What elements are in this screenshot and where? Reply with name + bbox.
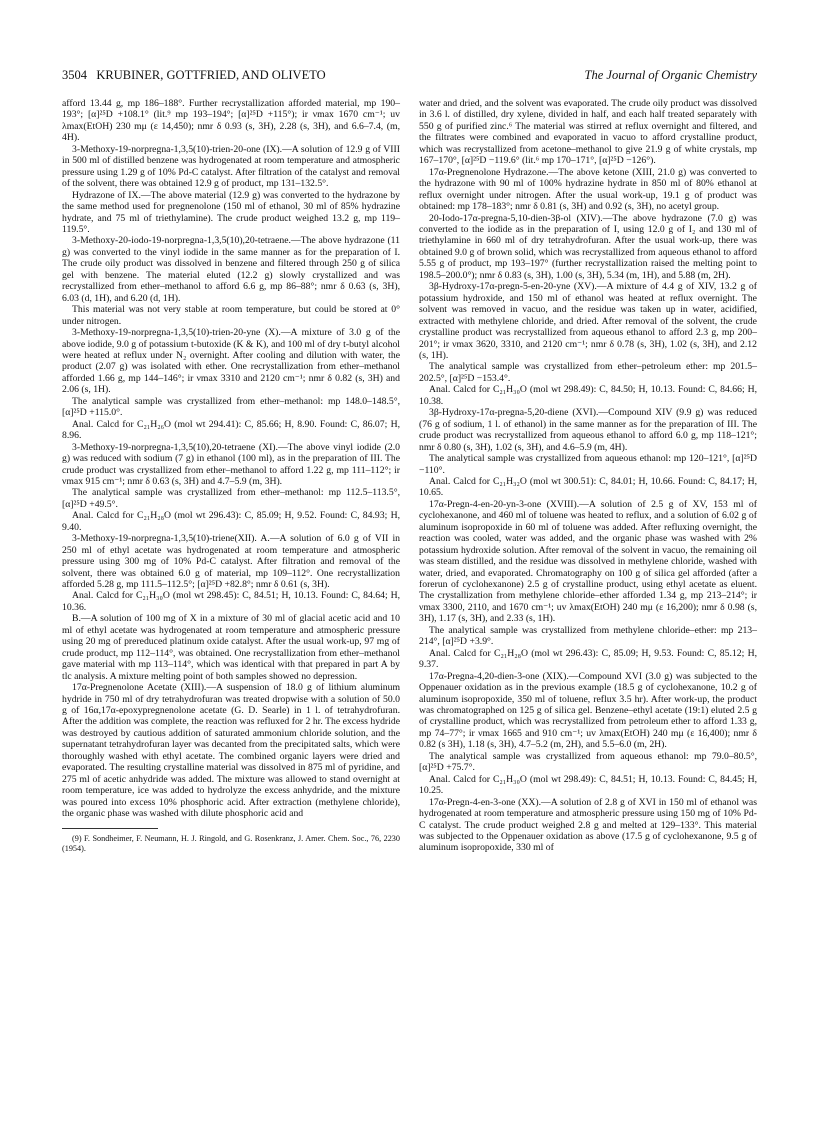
- paragraph: The analytical sample was crystallized from aqueous ethanol: mp 120–121°, [α]²⁵D −110°.: [419, 453, 757, 476]
- paragraph: This material was not very stable at room temperature, but could be stored at 0° under nitrogen.: [62, 304, 400, 327]
- paragraph: The analytical sample was crystallized from ether–methanol: mp 112.5–113.5°, [α]²⁵D +49.5°.: [62, 487, 400, 510]
- paragraph: water and dried, and the solvent was evaporated. The crude oily product was dissolved in 3.6 l. of distilled, dry xylene, divided in half, and each half treated separately with 550 g of purified zinc.⁶ The material was stirred at reflux overnight and filtered, and the filtrates were combined and evaporated in vacuo to afford crystalline product, which was recrystallized from acetone–methanol to give 21.9 g of white crystals, mp 167–170°, [α]²⁵D −119.6° (lit.⁶ mp 170–171°, [α]²⁵D −126°).: [419, 98, 757, 167]
- left-column: [62, 98, 400, 854]
- paragraph: Anal. Calcd for C₂₁H₂₆O (mol wt 294.41): C, 85.66; H, 8.90. Found: C, 86.07; H, 8.96.: [62, 418, 400, 442]
- running-authors: KRUBINER, GOTTFRIED, AND OLIVETO: [96, 68, 326, 82]
- right-column: [419, 98, 757, 854]
- paragraph: afford 13.44 g, mp 186–188°. Further recrystallization afforded material, mp 190–193°; [α]²⁵D +108.1° (lit.⁹ mp 193–194°; [α]²⁵D +115°); ir νmax 1670 cm⁻¹; uv λmax(EtOH) 230 mμ (ε 14,450); nmr δ 0.93 (s, 3H), 2.28 (s, 3H), and 6.6–7.4, (m, 4H).: [62, 98, 400, 144]
- paragraph: 3-Methoxy-19-norpregna-1,3,5(10)-trien-20-yne (X).—A mixture of 3.0 g of the above iodide, 9.0 g of potassium t-butoxide (K & K), and 100 ml of dry t-butyl alcohol were heated at reflux under N₂ overnight. After cooling and dilution with water, the product (2.07 g) was isolated with ether. One recrystallization from ether–methanol afforded 1.66 g, mp 144–146°; ir νmax 3310 and 2120 cm⁻¹; nmr δ 0.82 (s, 3H) and 2.06 (s, 1H).: [62, 327, 400, 396]
- paragraph: B.—A solution of 100 mg of X in a mixture of 30 ml of glacial acetic acid and 10 ml of ethyl acetate was hydrogenated at room temperature and atmospheric pressure using 20 mg of prereduced platinum oxide catalyst. After the usual work-up, 97 mg of crude product, mp 112–114°, was obtained. One recrystallization from ether–methanol gave material with mp 113–114°, which was identical with that prepared in part A by tlc analysis. A mixture melting point of both samples showed no depression.: [62, 613, 400, 682]
- paragraph: 3-Methoxy-19-norpregna-1,3,5(10),20-tetraene (XI).—The above vinyl iodide (2.0 g) was reduced with sodium (7 g) in ethanol (100 ml), as in the preparation of III. The crude product was crystallized from ether–methanol to afford 1.22 g, mp 111–112°; ir νmax 915 cm⁻¹; nmr δ 0.63 (s, 3H) and 4.7–5.9 (m, 3H).: [62, 441, 400, 487]
- paragraph: Hydrazone of IX.—The above material (12.9 g) was converted to the hydrazone by the same method used for pregnenolone (150 ml of ethanol, 30 ml of 85% hydrazine hydrate, and 75 ml of triethylamine). The crude product weighed 13.2 g, mp 119–119.5°.: [62, 189, 400, 235]
- footnote-rule: [62, 828, 158, 829]
- page-number: 3504: [62, 68, 87, 82]
- paragraph: Anal. Calcd for C₂₁H₂₈O (mol wt 296.43): C, 85.09; H, 9.53. Found: C, 85.12; H, 9.37.: [419, 647, 757, 671]
- paragraph: 17α-Pregn-4-en-20-yn-3-one (XVIII).—A solution of 2.5 g of XV, 153 ml of cyclohexanone, and 460 ml of toluene was heated to reflux, and a solution of 6.02 g of aluminum isopropoxide in 60 ml of toluene was added. After refluxing overnight, the reaction was cooled, water was added, and the organic phase was washed with 2% potassium hydroxide solution. After removal of the solvent in vacuo, the remaining oil was steam distilled, and the residue was dissolved in methylene chloride, washed with water, dried, and evaporated. Chromatography on 100 g of silica gel afforded (after a forerun of cyclohexanone) 2.5 g of crystalline product, using ethyl acetate as eluent. The crystallization from methylene chloride–ether afforded 1.34 g, mp 213–214°; ir νmax 3300, 2110, and 1670 cm⁻¹; uv λmax(EtOH) 240 mμ (ε 16,200); nmr δ 0.98 (s, 3H), 1.17 (s, 3H), and 2.33 (s, 1H).: [419, 498, 757, 625]
- paragraph: The analytical sample was crystallized from aqueous ethanol: mp 79.0–80.5°, [α]²⁵D +75.7°.: [419, 750, 757, 774]
- journal-title: The Journal of Organic Chemistry: [584, 68, 757, 82]
- page-header: [62, 68, 757, 84]
- paragraph: Anal. Calcd for C₂₁H₃₀O (mol wt 298.49): C, 84.50; H, 10.13. Found: C, 84.66; H, 10.38.: [419, 384, 757, 407]
- paragraph: 3-Methoxy-19-norpregna-1,3,5(10)-triene(XII). A.—A solution of 6.0 g of VII in 250 ml of ethyl acetate was hydrogenated at room temperature and atmospheric pressure using 300 mg of 10% Pd-C catalyst. After filtration and removal of the solvent, there was obtained 6.0 g of material, mp 109–112°. One recrystallization afforded 5.28 g, mp 111.5–112.5°; [α]²⁵D +82.8°; nmr δ 0.61 (s, 3H).: [62, 533, 400, 591]
- paragraph: 3-Methoxy-20-iodo-19-norpregna-1,3,5(10),20-tetraene.—The above hydrazone (11 g) was converted to the vinyl iodide in the same manner as for the preparation of I. The crude oily product was dissolved in benzene and filtered through 250 g of silica gel with benzene. The material eluted (12.2 g) slowly crystallized and was recrystallized from ether–methanol to afford 6.6 g, mp 86–88°; nmr δ 0.63 (s, 3H), 6.03 (d, 1H), and 6.20 (d, 1H).: [62, 235, 400, 304]
- paragraph: 20-Iodo-17α-pregna-5,10-dien-3β-ol (XIV).—The above hydrazone (7.0 g) was converted to the iodide as in the preparation of I, using 12.0 g of I₂ and 130 ml of triethylamine in 660 ml of dry tetrahydrofuran. After the usual work-up, there was obtained 9.0 g of brown solid, which was recrystallized from aqueous ethanol to afford 5.55 g of product, mp 193–197° (further recrystallization raised the melting point to 198.5–200.0°); nmr δ 0.83 (s, 3H), 1.00 (s, 3H), 5.34 (m, 1H), and 5.88 (m, 2H).: [419, 212, 757, 281]
- paragraph: Anal. Calcd for C₂₁H₃₂O (mol wt 300.51): C, 84.01; H, 10.66. Found: C, 84.17; H, 10.65.: [419, 475, 757, 499]
- paragraph: Anal. Calcd for C₂₁H₃₀O (mol wt 298.49): C, 84.51; H, 10.13. Found: C, 84.45; H, 10.25.: [419, 773, 757, 797]
- paragraph: The analytical sample was crystallized from ether–petroleum ether: mp 201.5–202.5°, [α]²⁵D −153.4°.: [419, 361, 757, 384]
- paragraph: Anal. Calcd for C₂₁H₂₈O (mol wt 296.43): C, 85.09; H, 9.52. Found: C, 84.93; H, 9.40.: [62, 510, 400, 533]
- paragraph: 3-Methoxy-19-norpregna-1,3,5(10)-trien-20-one (IX).—A solution of 12.9 g of VIII in 500 ml of distilled benzene was hydrogenated at room temperature and atmospheric pressure using 1.29 g of 10% Pd-C catalyst. After filtration of the catalyst and removal of the solvent, there was obtained 12.9 g of product, mp 131–132.5°.: [62, 143, 400, 190]
- paragraph: 3β-Hydroxy-17α-pregna-5,20-diene (XVI).—Compound XIV (9.9 g) was reduced (76 g of sodium, 1 l. of ethanol) in the same manner as for the preparation of III. The crude product was recrystallized from aqueous ethanol to afford 6.0 g, mp 118–121°; nmr δ 0.80 (s, 3H), 1.02 (s, 3H), and 4.6–5.9 (m, 4H).: [419, 407, 757, 453]
- paragraph: 17α-Pregn-4-en-3-one (XX).—A solution of 2.8 g of XVI in 150 ml of ethanol was hydrogenated at room temperature and atmospheric pressure using 150 mg of 10% Pd-C catalyst. The crude product weighed 2.8 g and melted at 129–133°. This material was subjected to the Oppenauer oxidation as above (17.5 g of cyclohexanone, 9.5 g of aluminum isopropoxide, 330 ml of: [419, 796, 757, 854]
- paragraph: Anal. Calcd for C₂₁H₃₀O (mol wt 298.45): C, 84.51; H, 10.13. Found: C, 84.64; H, 10.36.: [62, 590, 400, 613]
- paragraph: The analytical sample was crystallized from ether–methanol: mp 148.0–148.5°, [α]²⁵D +115.0°.: [62, 395, 400, 419]
- paragraph: 17α-Pregnenolone Hydrazone.—The above ketone (XIII, 21.0 g) was converted to the hydrazone with 90 ml of 100% hydrazine hydrate in 850 ml of 80% ethanol at reflux overnight under nitrogen. After the usual work-up, 19.1 g of product was obtained: mp 178–183°; nmr δ 0.81 (s, 3H) and 0.92 (s, 3H), no acetyl group.: [419, 166, 757, 213]
- paragraph: 17α-Pregnenolone Acetate (XIII).—A suspension of 18.0 g of lithium aluminum hydride in 750 ml of dry tetrahydrofuran was treated dropwise with a solution of 50.0 g of 16α,17α-epoxypregnenolone acetate (G. D. Searle) in 1 l. of tetrahydrofuran. After the addition was complete, the reaction was refluxed for 2 hr. The excess hydride was destroyed by cautious addition of saturated ammonium chloride solution, and the supernatant tetrahydrofuran layer was decanted from the precipitated salts, which were thoroughly washed with ethyl acetate. The combined organic layers were dried and evaporated. The resulting crystalline material was dissolved in 875 ml of pyridine, and 275 ml of acetic anhydride was added. The mixture was allowed to stand overnight at room temperature, ice was added to hydrolyze the excess anhydride, and the mixture was poured into excess 10% phosphoric acid. After extraction (methylene chloride), the organic phase was washed with dilute phosphoric acid and: [62, 682, 400, 820]
- paragraph: The analytical sample was crystallized from methylene chloride–ether: mp 213–214°, [α]²⁵D +3.9°.: [419, 624, 757, 648]
- footnote: (9) F. Sondheimer, F. Neumann, H. J. Ringold, and G. Rosenkranz, J. Amer. Chem. Soc., 76, 2230 (1954).: [62, 833, 400, 853]
- paragraph: 3β-Hydroxy-17α-pregn-5-en-20-yne (XV).—A mixture of 4.4 g of XIV, 13.2 g of potassium hydroxide, and 150 ml of ethanol was heated at reflux overnight. The solvent was removed in vacuo, and the residue was taken up in water, acidified, extracted with methylene chloride, and dried. After removal of the solvent, the crude crystalline product was recrystallized from aqueous ethanol to afford 2.3 g, mp 200–201°; ir νmax 3620, 3310, and 2120 cm⁻¹; nmr δ 0.78 (s, 3H), 1.02 (s, 3H), and 2.12 (s, 1H).: [419, 281, 757, 361]
- paragraph: 17α-Pregna-4,20-dien-3-one (XIX).—Compound XVI (3.0 g) was subjected to the Oppenauer oxidation as in the previous example (18.5 g of cyclohexanone, 10.2 g of aluminum isopropoxide, 350 ml of toluene, reflux 3.5 hr). After work-up, the product was chromatographed on 125 g of silica gel. Benzene–ethyl acetate (19:1) eluted 2.5 g of crystalline product, which was recrystallized from petroleum ether to afford 1.33 g, mp 74–77°; ir νmax 1665 and 910 cm⁻¹; uv λmax(EtOH) 240 mμ (ε 16,400); nmr δ 0.82 (s 3H), 1.18 (s, 3H), 4.7–5.2 (m, 2H), and 5.5–6.0 (m, 2H).: [419, 670, 757, 751]
- header-left: [62, 68, 326, 83]
